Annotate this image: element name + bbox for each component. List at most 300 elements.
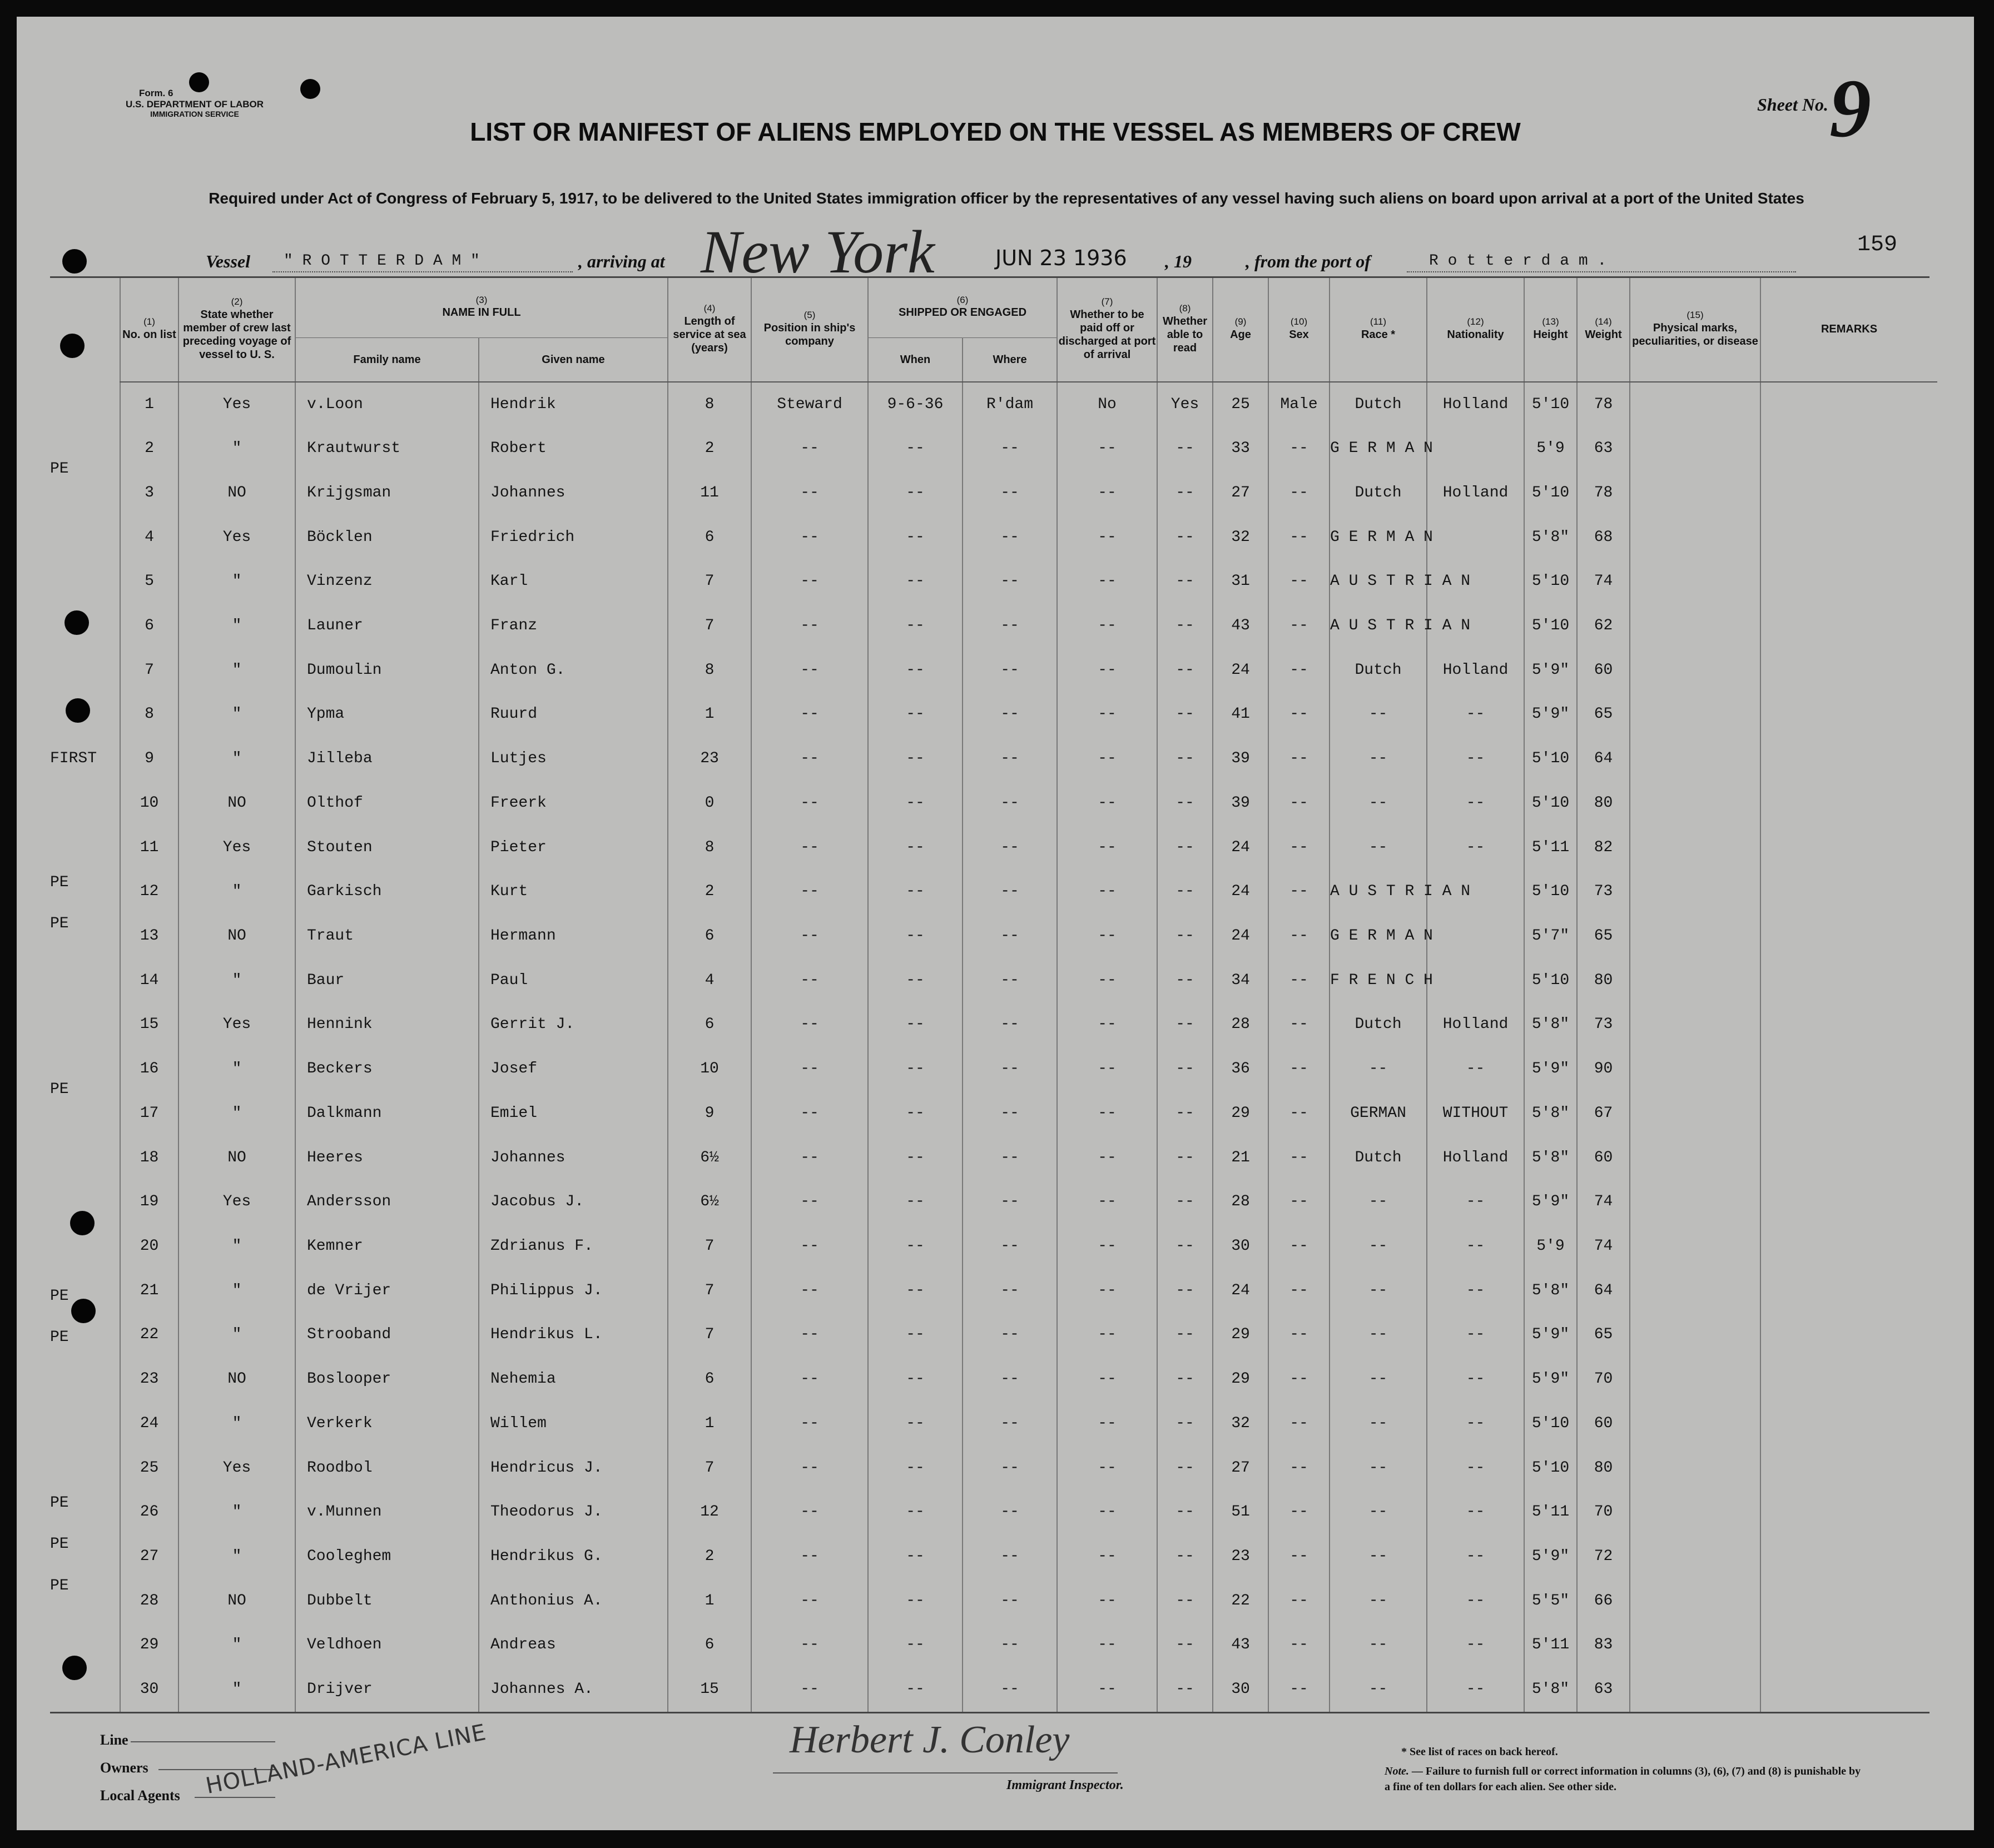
sex-cell: --: [1268, 604, 1330, 648]
weight-cell: 73: [1577, 870, 1630, 914]
col-nationality-header: (12) Nationality: [1427, 276, 1524, 382]
table-row: [120, 559, 1937, 604]
age-cell: 34: [1213, 958, 1268, 1002]
weight-cell: 74: [1577, 559, 1630, 604]
weight-cell: 70: [1577, 1490, 1630, 1534]
nationality-cell: --: [1427, 737, 1524, 781]
previous-voyage-cell: ": [178, 1313, 295, 1357]
family-name-cell: Cooleghem: [295, 1534, 479, 1579]
previous-voyage-cell: ": [178, 1623, 295, 1667]
able-to-read-cell: --: [1157, 1268, 1213, 1313]
shipped-where-cell: --: [963, 825, 1057, 870]
remarks-cell: [1760, 958, 1937, 1002]
sex-cell: --: [1268, 958, 1330, 1002]
able-to-read-cell: --: [1157, 781, 1213, 825]
paid-off-cell: --: [1057, 1047, 1157, 1091]
col-where-header: Where: [963, 337, 1057, 382]
height-cell: 5'8": [1524, 1135, 1577, 1180]
height-cell: 5'10: [1524, 781, 1577, 825]
sex-cell: --: [1268, 648, 1330, 692]
service-years-cell: 0: [668, 781, 751, 825]
shipped-where-cell: --: [963, 1313, 1057, 1357]
previous-voyage-cell: ": [178, 1224, 295, 1269]
signature-line: [773, 1772, 1118, 1774]
shipped-when-cell: --: [868, 825, 963, 870]
weight-cell: 64: [1577, 1268, 1630, 1313]
shipped-when-cell: --: [868, 1402, 963, 1446]
given-name-cell: Robert: [479, 426, 668, 471]
table-row: [120, 1091, 1937, 1136]
shipped-where-cell: --: [963, 870, 1057, 914]
weight-cell: 60: [1577, 1402, 1630, 1446]
height-cell: 5'8": [1524, 1268, 1577, 1313]
agents-underline: [195, 1797, 275, 1798]
height-cell: 5'10: [1524, 1445, 1577, 1490]
given-name-cell: Anton G.: [479, 648, 668, 692]
remarks-cell: [1760, 737, 1937, 781]
table-row: [120, 737, 1937, 781]
nationality-cell: [1427, 515, 1524, 559]
height-cell: 5'10: [1524, 559, 1577, 604]
height-cell: 5'10: [1524, 737, 1577, 781]
shipped-when-cell: --: [868, 1490, 963, 1534]
height-cell: 5'10: [1524, 382, 1577, 426]
previous-voyage-cell: NO: [178, 1135, 295, 1180]
service-years-cell: 2: [668, 870, 751, 914]
manifest-sheet: [17, 17, 1974, 1830]
age-cell: 43: [1213, 604, 1268, 648]
row-number-cell: 11: [120, 825, 178, 870]
age-cell: 24: [1213, 648, 1268, 692]
height-cell: 5'9": [1524, 692, 1577, 737]
physical-marks-cell: [1630, 426, 1760, 471]
row-number-cell: 6: [120, 604, 178, 648]
able-to-read-cell: --: [1157, 958, 1213, 1002]
shipped-where-cell: --: [963, 1047, 1057, 1091]
position-cell: --: [751, 515, 868, 559]
race-cell: --: [1330, 1445, 1427, 1490]
shipped-when-cell: --: [868, 1445, 963, 1490]
sheet-label: Sheet No.: [1757, 95, 1828, 115]
row-number-cell: 17: [120, 1091, 178, 1136]
race-cell: G E R M A N: [1330, 426, 1427, 471]
shipped-when-cell: --: [868, 1268, 963, 1313]
row-number-cell: 15: [120, 1002, 178, 1047]
previous-voyage-cell: Yes: [178, 515, 295, 559]
family-name-cell: Baur: [295, 958, 479, 1002]
given-name-cell: Johannes: [479, 1135, 668, 1180]
paid-off-cell: --: [1057, 515, 1157, 559]
shipped-where-cell: --: [963, 426, 1057, 471]
remarks-cell: [1760, 1490, 1937, 1534]
physical-marks-cell: [1630, 1224, 1760, 1269]
service-years-cell: 2: [668, 1534, 751, 1579]
shipped-when-cell: --: [868, 1313, 963, 1357]
holland-america-line-stamp: HOLLAND-AMERICA LINE: [204, 1720, 489, 1799]
remarks-cell: [1760, 1002, 1937, 1047]
remarks-cell: [1760, 426, 1937, 471]
physical-marks-cell: [1630, 1047, 1760, 1091]
physical-marks-cell: [1630, 1313, 1760, 1357]
family-name-cell: Vinzenz: [295, 559, 479, 604]
race-cell: Dutch: [1330, 648, 1427, 692]
table-row: [120, 1490, 1937, 1534]
physical-marks-cell: [1630, 1667, 1760, 1712]
height-cell: 5'7": [1524, 914, 1577, 958]
paid-off-cell: No: [1057, 382, 1157, 426]
service-years-cell: 6½: [668, 1180, 751, 1224]
weight-cell: 66: [1577, 1578, 1630, 1623]
service-years-cell: 7: [668, 559, 751, 604]
paid-off-cell: --: [1057, 870, 1157, 914]
service-label: IMMIGRATION SERVICE: [150, 110, 239, 119]
able-to-read-cell: --: [1157, 1002, 1213, 1047]
table-row: [120, 914, 1937, 958]
physical-marks-cell: [1630, 515, 1760, 559]
position-cell: --: [751, 737, 868, 781]
physical-marks-cell: [1630, 382, 1760, 426]
position-cell: --: [751, 1402, 868, 1446]
physical-marks-cell: [1630, 648, 1760, 692]
able-to-read-cell: --: [1157, 559, 1213, 604]
margin-mark: PE: [50, 1287, 69, 1305]
weight-cell: 74: [1577, 1180, 1630, 1224]
table-row: [120, 1445, 1937, 1490]
shipped-when-cell: --: [868, 648, 963, 692]
height-cell: 5'8": [1524, 515, 1577, 559]
service-years-cell: 7: [668, 1268, 751, 1313]
shipped-when-cell: --: [868, 737, 963, 781]
shipped-where-cell: --: [963, 958, 1057, 1002]
physical-marks-cell: [1630, 470, 1760, 515]
line-label: Line: [100, 1732, 128, 1748]
service-years-cell: 8: [668, 825, 751, 870]
previous-voyage-cell: Yes: [178, 1002, 295, 1047]
given-name-cell: Zdrianus F.: [479, 1224, 668, 1269]
able-to-read-cell: --: [1157, 1180, 1213, 1224]
height-cell: 5'9": [1524, 1313, 1577, 1357]
remarks-cell: [1760, 559, 1937, 604]
col-service-header: (4) Length of service at sea (years): [668, 276, 751, 382]
given-name-cell: Theodorus J.: [479, 1490, 668, 1534]
family-name-cell: Veldhoen: [295, 1623, 479, 1667]
shipped-when-cell: --: [868, 1534, 963, 1579]
able-to-read-cell: --: [1157, 1224, 1213, 1269]
shipped-where-cell: --: [963, 470, 1057, 515]
physical-marks-cell: [1630, 559, 1760, 604]
sex-cell: --: [1268, 1623, 1330, 1667]
race-cell: Dutch: [1330, 470, 1427, 515]
shipped-when-cell: --: [868, 1667, 963, 1712]
family-name-cell: Verkerk: [295, 1402, 479, 1446]
race-cell: --: [1330, 1268, 1427, 1313]
note-label: Note.: [1385, 1765, 1409, 1777]
row-number-cell: 21: [120, 1268, 178, 1313]
given-name-cell: Philippus J.: [479, 1268, 668, 1313]
able-to-read-cell: --: [1157, 1091, 1213, 1136]
age-cell: 32: [1213, 1402, 1268, 1446]
position-cell: --: [751, 604, 868, 648]
col-shipped-header: (6) SHIPPED OR ENGAGED: [868, 276, 1057, 337]
height-cell: 5'8": [1524, 1667, 1577, 1712]
nationality-cell: Holland: [1427, 1002, 1524, 1047]
shipped-where-cell: --: [963, 648, 1057, 692]
previous-voyage-cell: ": [178, 1534, 295, 1579]
paid-off-cell: --: [1057, 914, 1157, 958]
paid-off-cell: --: [1057, 1268, 1157, 1313]
sex-cell: --: [1268, 426, 1330, 471]
shipped-when-cell: 9-6-36: [868, 382, 963, 426]
line-underline: [131, 1741, 275, 1742]
date-stamp: JUN 23 1936: [995, 246, 1127, 270]
able-to-read-cell: --: [1157, 470, 1213, 515]
row-number-cell: 3: [120, 470, 178, 515]
crew-rows: [120, 382, 1937, 1712]
race-cell: --: [1330, 1357, 1427, 1402]
position-cell: --: [751, 1667, 868, 1712]
remarks-cell: [1760, 604, 1937, 648]
arrival-port: New York: [701, 218, 935, 286]
able-to-read-cell: --: [1157, 1490, 1213, 1534]
paid-off-cell: --: [1057, 1002, 1157, 1047]
vessel-label: Vessel: [206, 251, 250, 271]
height-cell: 5'8": [1524, 1091, 1577, 1136]
sex-cell: --: [1268, 825, 1330, 870]
remarks-cell: [1760, 1402, 1937, 1446]
col-position-header: (5) Position in ship's company: [751, 276, 868, 382]
given-name-cell: Lutjes: [479, 737, 668, 781]
given-name-cell: Johannes: [479, 470, 668, 515]
family-name-cell: Krautwurst: [295, 426, 479, 471]
given-name-cell: Freerk: [479, 781, 668, 825]
weight-cell: 72: [1577, 1534, 1630, 1579]
age-cell: 29: [1213, 1357, 1268, 1402]
shipped-where-cell: --: [963, 1667, 1057, 1712]
shipped-when-cell: --: [868, 1578, 963, 1623]
remarks-cell: [1760, 1623, 1937, 1667]
weight-cell: 83: [1577, 1623, 1630, 1667]
able-to-read-cell: --: [1157, 1667, 1213, 1712]
race-cell: Dutch: [1330, 1135, 1427, 1180]
weight-cell: 68: [1577, 515, 1630, 559]
family-name-cell: Ypma: [295, 692, 479, 737]
race-cell: A U S T R I A N: [1330, 559, 1427, 604]
age-cell: 28: [1213, 1002, 1268, 1047]
col-marks-header: (15) Physical marks, peculiarities, or disease: [1630, 276, 1760, 382]
physical-marks-cell: [1630, 781, 1760, 825]
previous-voyage-cell: ": [178, 1047, 295, 1091]
shipped-when-cell: --: [868, 1623, 963, 1667]
shipped-where-cell: --: [963, 1268, 1057, 1313]
table-row: [120, 648, 1937, 692]
row-number-cell: 8: [120, 692, 178, 737]
margin-mark: PE: [50, 1577, 69, 1594]
remarks-cell: [1760, 1135, 1937, 1180]
shipped-where-cell: --: [963, 604, 1057, 648]
shipped-where-cell: --: [963, 1445, 1057, 1490]
nationality-cell: WITHOUT: [1427, 1091, 1524, 1136]
race-cell: F R E N C H: [1330, 958, 1427, 1002]
weight-cell: 65: [1577, 692, 1630, 737]
remarks-cell: [1760, 1091, 1937, 1136]
table-bottom-rule: [50, 1712, 1929, 1713]
given-name-cell: Anthonius A.: [479, 1578, 668, 1623]
age-cell: 51: [1213, 1490, 1268, 1534]
height-cell: 5'9": [1524, 1047, 1577, 1091]
family-name-cell: Jilleba: [295, 737, 479, 781]
given-name-cell: Hendrikus L.: [479, 1313, 668, 1357]
shipped-where-cell: --: [963, 559, 1057, 604]
physical-marks-cell: [1630, 1623, 1760, 1667]
weight-cell: 78: [1577, 382, 1630, 426]
previous-voyage-cell: ": [178, 426, 295, 471]
department-label: U.S. DEPARTMENT OF LABOR: [125, 98, 264, 110]
family-name-cell: Stouten: [295, 825, 479, 870]
paid-off-cell: --: [1057, 604, 1157, 648]
sex-cell: --: [1268, 515, 1330, 559]
previous-voyage-cell: ": [178, 870, 295, 914]
col-weight-header: (14) Weight: [1577, 276, 1630, 382]
age-cell: 31: [1213, 559, 1268, 604]
height-cell: 5'9": [1524, 1357, 1577, 1402]
service-years-cell: 7: [668, 1224, 751, 1269]
margin-mark: PE: [50, 1536, 69, 1553]
row-number-cell: 7: [120, 648, 178, 692]
able-to-read-cell: --: [1157, 1623, 1213, 1667]
height-cell: 5'5": [1524, 1578, 1577, 1623]
physical-marks-cell: [1630, 1402, 1760, 1446]
able-to-read-cell: --: [1157, 648, 1213, 692]
sex-cell: --: [1268, 1578, 1330, 1623]
family-name-cell: Garkisch: [295, 870, 479, 914]
shipped-where-cell: --: [963, 692, 1057, 737]
row-number-cell: 30: [120, 1667, 178, 1712]
service-years-cell: 8: [668, 382, 751, 426]
form-number: Form. 6: [139, 88, 173, 98]
physical-marks-cell: [1630, 1490, 1760, 1534]
previous-voyage-cell: NO: [178, 781, 295, 825]
given-name-cell: Johannes A.: [479, 1667, 668, 1712]
family-name-cell: Traut: [295, 914, 479, 958]
sex-cell: --: [1268, 1224, 1330, 1269]
age-cell: 21: [1213, 1135, 1268, 1180]
margin-mark: PE: [50, 1080, 69, 1098]
position-cell: --: [751, 781, 868, 825]
shipped-where-cell: --: [963, 1357, 1057, 1402]
paid-off-cell: --: [1057, 1180, 1157, 1224]
row-number-cell: 20: [120, 1224, 178, 1269]
col-given-name-header: Given name: [479, 337, 668, 382]
shipped-when-cell: --: [868, 1357, 963, 1402]
service-years-cell: 6: [668, 515, 751, 559]
arriving-label: , arriving at: [578, 251, 665, 271]
margin-marks: [50, 366, 120, 1712]
remarks-cell: [1760, 1578, 1937, 1623]
table-row: [120, 1268, 1937, 1313]
shipped-when-cell: --: [868, 470, 963, 515]
age-cell: 25: [1213, 382, 1268, 426]
col-race-header: (11) Race *: [1330, 276, 1427, 382]
family-name-cell: Heeres: [295, 1135, 479, 1180]
shipped-when-cell: --: [868, 559, 963, 604]
physical-marks-cell: [1630, 870, 1760, 914]
age-cell: 27: [1213, 1445, 1268, 1490]
given-name-cell: Hendrikus G.: [479, 1534, 668, 1579]
shipped-where-cell: --: [963, 1224, 1057, 1269]
height-cell: 5'8": [1524, 1002, 1577, 1047]
shipped-where-cell: --: [963, 1534, 1057, 1579]
weight-cell: 65: [1577, 1313, 1630, 1357]
table-row: [120, 382, 1937, 426]
physical-marks-cell: [1630, 1578, 1760, 1623]
family-name-cell: Andersson: [295, 1180, 479, 1224]
race-cell: --: [1330, 1047, 1427, 1091]
physical-marks-cell: [1630, 604, 1760, 648]
position-cell: --: [751, 1091, 868, 1136]
age-cell: 29: [1213, 1091, 1268, 1136]
service-years-cell: 7: [668, 1445, 751, 1490]
physical-marks-cell: [1630, 1135, 1760, 1180]
shipped-when-cell: --: [868, 692, 963, 737]
weight-cell: 67: [1577, 1091, 1630, 1136]
port-underline: [1407, 271, 1796, 272]
paid-off-cell: --: [1057, 1445, 1157, 1490]
given-name-cell: Paul: [479, 958, 668, 1002]
service-years-cell: 15: [668, 1667, 751, 1712]
table-row: [120, 1623, 1937, 1667]
table-row: [120, 1135, 1937, 1180]
height-cell: 5'11: [1524, 825, 1577, 870]
previous-voyage-cell: NO: [178, 914, 295, 958]
family-name-cell: Dumoulin: [295, 648, 479, 692]
race-cell: --: [1330, 1224, 1427, 1269]
paid-off-cell: --: [1057, 1534, 1157, 1579]
col-age-header: (9) Age: [1213, 276, 1268, 382]
races-note: * See list of races on back hereof.: [1401, 1746, 1558, 1758]
col-paid-header: (7) Whether to be paid off or discharged at port of arrival: [1057, 276, 1157, 382]
race-cell: GERMAN: [1330, 1091, 1427, 1136]
paid-off-cell: --: [1057, 426, 1157, 471]
row-number-cell: 28: [120, 1578, 178, 1623]
previous-voyage-cell: ": [178, 958, 295, 1002]
age-cell: 43: [1213, 1623, 1268, 1667]
previous-voyage-cell: Yes: [178, 1180, 295, 1224]
age-cell: 28: [1213, 1180, 1268, 1224]
table-row: [120, 515, 1937, 559]
weight-cell: 90: [1577, 1047, 1630, 1091]
inspector-label: Immigrant Inspector.: [1006, 1778, 1124, 1792]
given-name-cell: Hendrik: [479, 382, 668, 426]
nationality-cell: [1427, 958, 1524, 1002]
previous-voyage-cell: ": [178, 737, 295, 781]
sex-cell: Male: [1268, 382, 1330, 426]
nationality-cell: --: [1427, 1445, 1524, 1490]
paid-off-cell: --: [1057, 470, 1157, 515]
vessel-name: " R O T T E R D A M ": [284, 252, 480, 270]
service-years-cell: 6: [668, 1623, 751, 1667]
race-cell: Dutch: [1330, 382, 1427, 426]
age-cell: 39: [1213, 781, 1268, 825]
remarks-cell: [1760, 1268, 1937, 1313]
paid-off-cell: --: [1057, 648, 1157, 692]
previous-voyage-cell: NO: [178, 470, 295, 515]
position-cell: --: [751, 1623, 868, 1667]
paid-off-cell: --: [1057, 1402, 1157, 1446]
row-number-cell: 9: [120, 737, 178, 781]
table-row: [120, 604, 1937, 648]
paid-off-cell: --: [1057, 692, 1157, 737]
weight-cell: 63: [1577, 1667, 1630, 1712]
